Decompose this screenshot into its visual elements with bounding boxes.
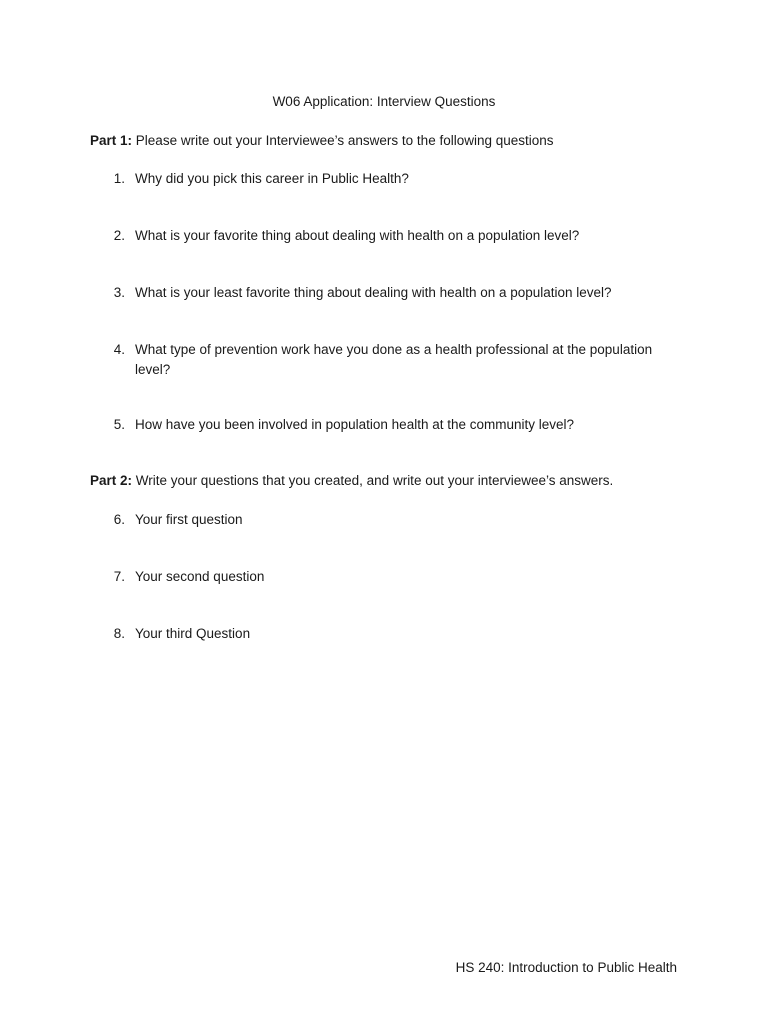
question-number: 2. <box>113 228 125 243</box>
question-text: How have you been involved in population health at the community level? <box>135 417 575 432</box>
question-text: Your second question <box>135 569 265 584</box>
question-number: 1. <box>113 171 125 186</box>
part-2-label: Part 2: <box>90 473 133 488</box>
part-1-label: Part 1: <box>90 133 133 148</box>
question-text: Why did you pick this career in Public Health? <box>135 171 409 186</box>
question-number: 7. <box>113 569 125 584</box>
document-title: W06 Application: Interview Questions <box>272 94 496 109</box>
question-text: Your first question <box>135 512 243 527</box>
part-2-heading <box>90 471 710 491</box>
question-number: 6. <box>113 512 125 527</box>
question-text: What type of prevention work have you done as a health professional at the population level? <box>135 342 653 377</box>
question-number: 4. <box>113 342 125 357</box>
footer-course-title: HS 240: Introduction to Public Health <box>455 960 677 975</box>
part-1-heading <box>90 131 710 151</box>
part-2-instruction: Write your questions that you created, and write out your interviewee’s answers. <box>135 473 614 488</box>
question-number: 5. <box>113 417 125 432</box>
question-number: 8. <box>113 626 125 641</box>
question-text: Your third Question <box>135 626 251 641</box>
question-text: What is your favorite thing about dealing with health on a population level? <box>135 228 580 243</box>
question-number: 3. <box>113 285 125 300</box>
part-1-instruction: Please write out your Interviewee’s answers to the following questions <box>135 133 554 148</box>
question-text: What is your least favorite thing about dealing with health on a population level? <box>135 285 612 300</box>
